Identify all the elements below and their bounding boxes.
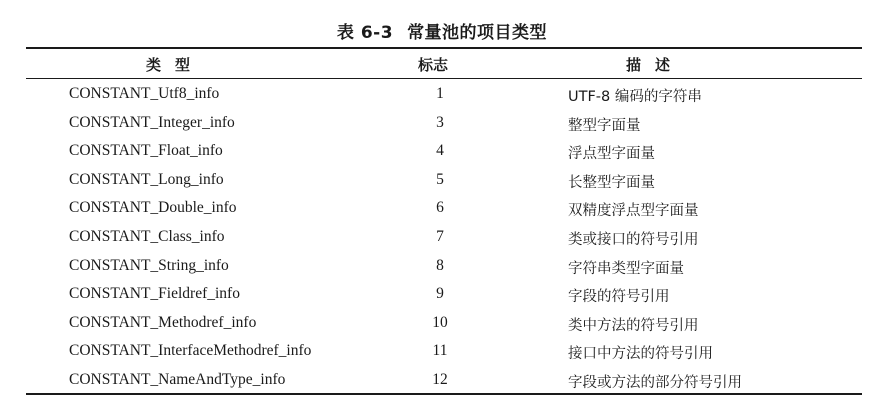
header-type: 类型	[146, 56, 205, 74]
cell-tag: 10	[432, 313, 448, 331]
table-row	[26, 224, 862, 253]
cell-type: CONSTANT_Fieldref_info	[69, 285, 240, 303]
cell-tag: 4	[436, 142, 444, 160]
cell-tag: 1	[436, 85, 444, 102]
cell-type: CONSTANT_Class_info	[69, 227, 225, 245]
cell-tag: 12	[432, 370, 448, 388]
cell-description: 字段或方法的部分符号引用	[568, 374, 742, 391]
cell-tag: 6	[436, 199, 444, 217]
table-body	[26, 81, 862, 396]
cell-description: 类或接口的符号引用	[568, 231, 699, 248]
cell-description: 接口中方法的符号引用	[568, 346, 713, 363]
cell-type: CONSTANT_NameAndType_info	[69, 370, 286, 388]
table-number: 表 6-3	[336, 23, 394, 43]
cell-description: 长整型字面量	[568, 174, 655, 191]
cell-description: UTF-8 编码的字符串	[568, 89, 702, 105]
cell-description: 浮点型字面量	[568, 146, 655, 163]
table-row	[26, 281, 862, 310]
cell-description: 字段的符号引用	[568, 289, 670, 306]
cell-description: 字符串类型字面量	[568, 260, 684, 277]
table-title: 常量池的项目类型	[407, 23, 548, 43]
table-row	[26, 367, 862, 396]
table-row	[26, 310, 862, 339]
table-row	[26, 253, 862, 282]
cell-tag: 7	[436, 227, 444, 245]
cell-type: CONSTANT_Methodref_info	[69, 313, 257, 331]
top-rule	[26, 47, 862, 49]
cell-type: CONSTANT_Utf8_info	[69, 85, 220, 102]
cell-tag: 11	[432, 342, 448, 360]
cell-tag: 3	[436, 113, 444, 131]
table-row	[26, 195, 862, 224]
cell-tag: 9	[436, 285, 444, 303]
cell-tag: 5	[436, 170, 444, 188]
cell-tag: 8	[436, 256, 444, 274]
cell-type: CONSTANT_InterfaceMethodref_info	[69, 342, 312, 360]
header-tag: 标志	[418, 56, 449, 74]
bottom-rule	[26, 393, 862, 395]
table-row	[26, 338, 862, 367]
cell-type: CONSTANT_Double_info	[69, 199, 237, 217]
header-description: 描述	[626, 56, 685, 74]
table-row	[26, 81, 862, 110]
table-header	[26, 52, 862, 76]
cell-type: CONSTANT_Integer_info	[69, 113, 235, 131]
cell-type: CONSTANT_Long_info	[69, 170, 224, 188]
cell-description: 类中方法的符号引用	[568, 317, 699, 334]
cell-description: 整型字面量	[568, 117, 641, 134]
table-row	[26, 110, 862, 139]
cell-type: CONSTANT_String_info	[69, 256, 229, 274]
cell-description: 双精度浮点型字面量	[568, 203, 699, 220]
header-rule	[26, 78, 862, 79]
table-row	[26, 167, 862, 196]
table-row	[26, 138, 862, 167]
table-caption	[0, 18, 884, 43]
cell-type: CONSTANT_Float_info	[69, 142, 223, 160]
